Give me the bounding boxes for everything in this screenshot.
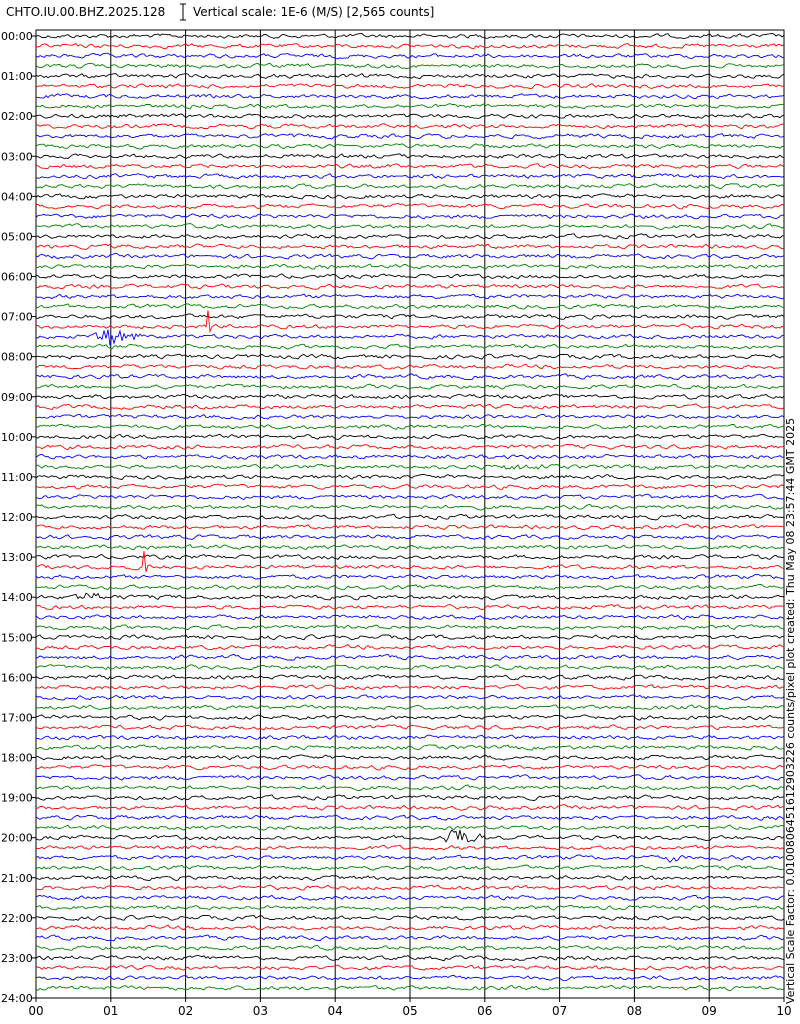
y-tick-label: 24:00 <box>1 992 33 1005</box>
y-tick-label: 13:00 <box>1 551 33 565</box>
y-tick-label: 20:00 <box>1 831 33 845</box>
y-tick-label: 18:00 <box>1 751 33 765</box>
y-tick-label: 08:00 <box>1 350 33 364</box>
x-tick-label: 00 <box>28 1004 44 1018</box>
x-tick-label: 04 <box>327 1004 343 1018</box>
y-tick-label: 22:00 <box>1 911 33 925</box>
y-tick-label: 00:00 <box>1 30 33 43</box>
y-axis-labels <box>1 30 33 1005</box>
y-tick-label: 21:00 <box>1 871 33 885</box>
x-tick-label: 01 <box>103 1004 119 1018</box>
y-tick-label: 02:00 <box>1 110 33 124</box>
x-tick-label: 03 <box>252 1004 269 1018</box>
y-tick-label: 14:00 <box>1 591 33 605</box>
x-tick-label: 09 <box>701 1004 717 1018</box>
y-tick-label: 23:00 <box>1 951 33 965</box>
x-tick-label: 08 <box>626 1004 643 1018</box>
y-tick-label: 09:00 <box>1 390 33 404</box>
y-tick-label: 19:00 <box>1 791 33 805</box>
vertical-scale-label: Vertical scale: 1E-6 (M/S) [2,565 counts] <box>192 5 435 19</box>
y-tick-label: 10:00 <box>1 430 33 444</box>
x-tick-label: 02 <box>177 1004 194 1018</box>
x-tick-label: 10 <box>776 1004 792 1018</box>
y-tick-label: 15:00 <box>1 631 33 645</box>
y-tick-label: 12:00 <box>1 511 33 524</box>
y-tick-label: 11:00 <box>1 470 33 484</box>
y-tick-label: 04:00 <box>1 190 33 204</box>
x-axis-labels <box>28 1004 791 1018</box>
y-tick-label: 16:00 <box>1 671 33 685</box>
y-tick-label: 03:00 <box>1 150 33 164</box>
y-tick-label: 07:00 <box>1 310 33 324</box>
y-tick-label: 06:00 <box>1 270 33 284</box>
y-tick-label: 01:00 <box>1 70 33 84</box>
station-id: CHTO.IU.00.BHZ.2025.128 <box>6 5 166 19</box>
x-tick-label: 07 <box>551 1004 568 1018</box>
y-tick-label: 05:00 <box>1 230 33 244</box>
x-tick-label: 05 <box>402 1004 418 1018</box>
x-tick-label: 06 <box>477 1004 493 1018</box>
y-tick-label: 17:00 <box>1 711 33 725</box>
scale-factor-note: Vertical Scale Factor: 0.0100806451612903226 counts/pixel plot created: Thu May 08 23:57:44 GMT 2025 <box>784 417 797 1004</box>
